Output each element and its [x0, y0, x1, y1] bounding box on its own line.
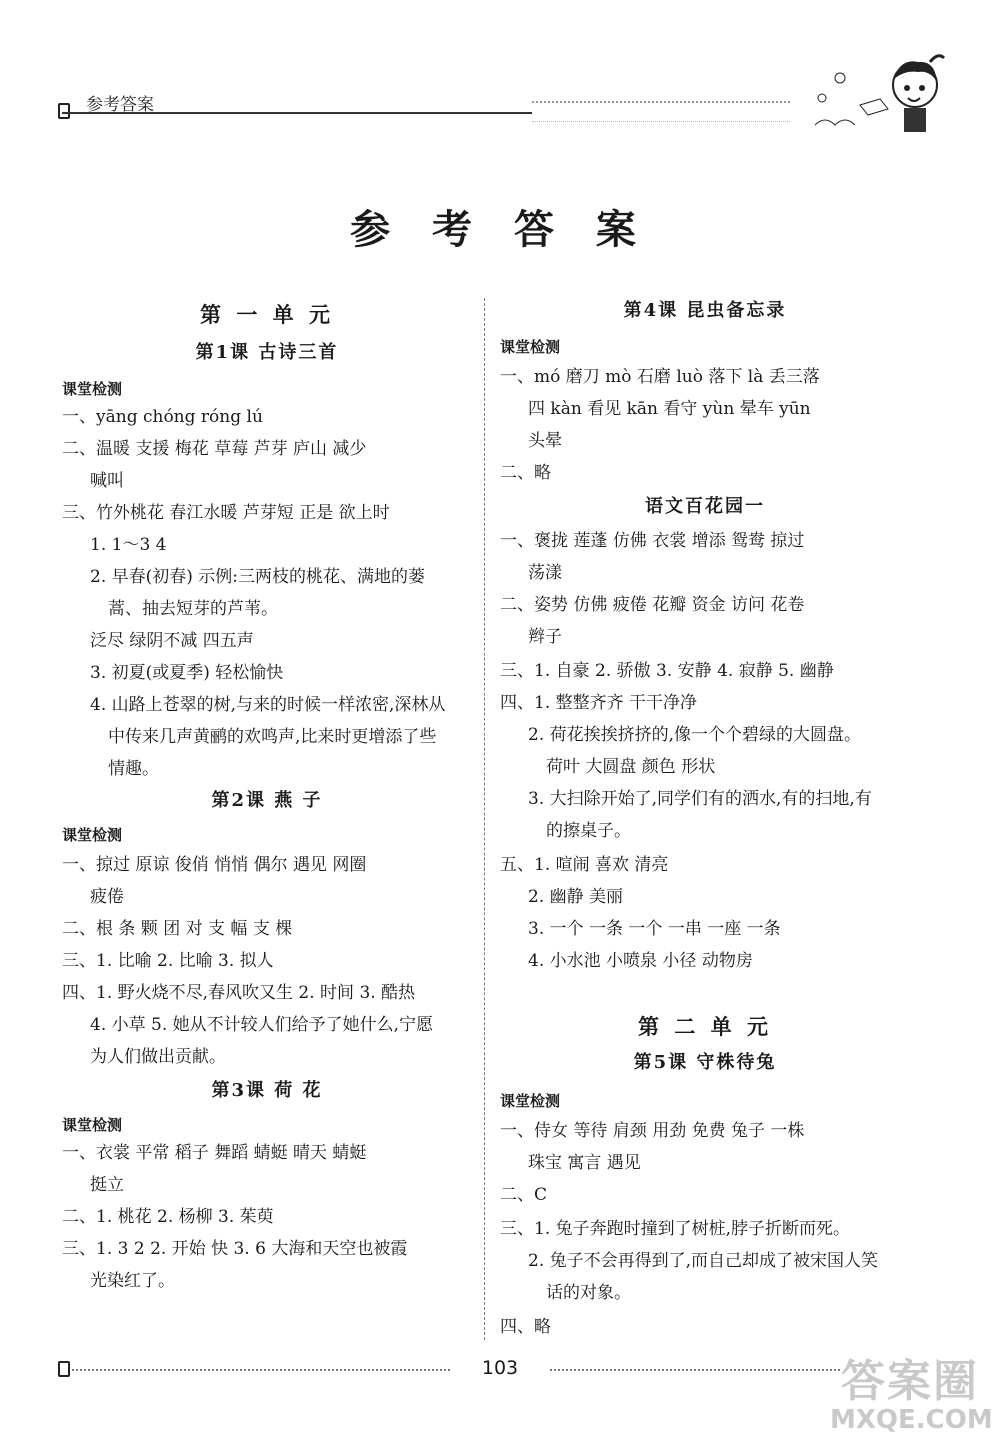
header-marker-icon [58, 103, 70, 119]
answer-line: 挺立 [90, 1175, 124, 1195]
lesson-heading: 语文百花园一 [645, 496, 765, 517]
footer-marker-icon [58, 1361, 70, 1377]
answer-line: 4. 小草 5. 她从不计较人们给予了她什么,宁愿 [90, 1015, 434, 1035]
answer-line: 珠宝 寓言 遇见 [528, 1153, 641, 1173]
watermark-domain: MXQE.COM [830, 1405, 993, 1435]
watermark-logo [830, 1345, 993, 1445]
answer-line: 一、褒拢 莲蓬 仿佛 衣裳 增添 鸳鸯 掠过 [500, 531, 805, 551]
answer-line: 2. 幽静 美丽 [528, 887, 624, 907]
lesson-heading: 第2课 燕 子 [211, 790, 323, 811]
lesson-heading: 第1课 古诗三首 [195, 342, 339, 363]
answer-line: 话的对象。 [546, 1283, 631, 1303]
section-label: 课堂检测 [62, 826, 123, 844]
answer-line: 蒿、抽去短芽的芦苇。 [108, 599, 278, 619]
answer-line: 荡漾 [528, 563, 562, 583]
answer-line: 3. 一个 一条 一个 一串 一座 一条 [528, 919, 781, 939]
answer-line: 2. 荷花挨挨挤挤的,像一个个碧绿的大圆盘。 [528, 725, 862, 745]
column-divider [484, 298, 485, 1340]
page-title: 参 考 答 案 [350, 207, 650, 253]
answer-line: 一、yāng chóng róng lú [62, 407, 263, 427]
answer-line: 二、姿势 仿佛 疲倦 花瓣 资金 访问 花卷 [500, 595, 805, 615]
answer-line: 3. 初夏(或夏季) 轻松愉快 [90, 663, 284, 683]
answer-line: 2. 早春(初春) 示例:三两枝的桃花、满地的蒌 [90, 567, 426, 587]
answer-line: 一、衣裳 平常 稻子 舞蹈 蜻蜓 晴天 蜻蜓 [62, 1143, 367, 1163]
answer-line: 四、1. 整整齐齐 干干净净 [500, 693, 698, 713]
answer-line: 喊叫 [90, 471, 124, 491]
answer-line: 三、1. 自豪 2. 骄傲 3. 安静 4. 寂静 5. 幽静 [500, 661, 834, 681]
answer-line: 4. 山路上苍翠的树,与来的时候一样浓密,深林从 [90, 695, 446, 715]
answer-line: 五、1. 喧闹 喜欢 清亮 [500, 855, 669, 875]
footer-rule-right [550, 1369, 840, 1371]
footer-rule-left [72, 1369, 450, 1371]
answer-line: 二、略 [500, 463, 551, 483]
section-label: 课堂检测 [500, 338, 561, 356]
answer-line: 为人们做出贡献。 [90, 1047, 226, 1067]
answer-line: 二、根 条 颗 团 对 支 幅 支 棵 [62, 919, 293, 939]
lesson-heading: 第5课 守株待兔 [633, 1052, 777, 1073]
header-decoration [532, 101, 790, 122]
answer-line: 二、温暖 支援 梅花 草莓 芦芽 庐山 减少 [62, 439, 367, 459]
answer-line: 中传来几声黄鹂的欢鸣声,比来时更增添了些 [108, 727, 437, 747]
answer-line: 4. 小水池 小喷泉 小径 动物房 [528, 951, 753, 971]
section-label: 课堂检测 [62, 1116, 123, 1134]
answer-line: 三、1. 比喻 2. 比喻 3. 拟人 [62, 951, 274, 971]
answer-line: 荷叶 大圆盘 颜色 形状 [546, 757, 716, 777]
page-number: 103 [481, 1357, 519, 1379]
lesson-heading: 第3课 荷 花 [211, 1080, 323, 1101]
unit-heading: 第 一 单 元 [200, 302, 334, 327]
answer-line: 辫子 [528, 627, 562, 647]
answer-line: 光染红了。 [90, 1271, 175, 1291]
answer-line: 四 kàn 看见 kān 看守 yùn 晕车 yūn [528, 399, 811, 419]
answer-line: 一、掠过 原谅 俊俏 悄悄 偶尔 遇见 网圈 [62, 855, 367, 875]
unit-heading: 第 二 单 元 [638, 1014, 772, 1039]
answer-line: 一、侍女 等待 肩颈 用劲 免费 兔子 一株 [500, 1121, 805, 1141]
answer-line: 二、1. 桃花 2. 杨柳 3. 茱萸 [62, 1207, 274, 1227]
answer-line: 1. 1～3 4 [90, 535, 167, 555]
answer-line: 三、1. 3 2 2. 开始 快 3. 6 大海和天空也被霞 [62, 1239, 408, 1259]
header-rule [62, 112, 532, 114]
answer-line: 3. 大扫除开始了,同学们有的洒水,有的扫地,有 [528, 789, 872, 809]
answer-line: 四、1. 野火烧不尽,春风吹又生 2. 时间 3. 酷热 [62, 983, 416, 1003]
answer-line: 头晕 [528, 431, 562, 451]
answer-line: 泛尽 绿阴不减 四五声 [90, 631, 254, 651]
watermark-text: 答案圈 [841, 1356, 979, 1407]
answer-line: 二、C [500, 1185, 548, 1205]
section-label: 课堂检测 [62, 380, 123, 398]
header-label: 参考答案 [86, 95, 154, 115]
answer-line: 的擦桌子。 [546, 821, 631, 841]
answer-line: 2. 兔子不会再得到了,而自己却成了被宋国人笑 [528, 1251, 879, 1271]
answer-line: 三、竹外桃花 春江水暖 芦芽短 正是 欲上时 [62, 503, 390, 523]
answer-line: 一、mó 磨刀 mò 石磨 luò 落下 là 丢三落 [500, 367, 820, 387]
girl-mascot-icon [800, 50, 950, 140]
answer-line: 三、1. 兔子奔跑时撞到了树桩,脖子折断而死。 [500, 1219, 851, 1239]
answer-line: 四、略 [500, 1317, 551, 1337]
answer-line: 情趣。 [108, 759, 159, 779]
section-label: 课堂检测 [500, 1092, 561, 1110]
lesson-heading: 第4课 昆虫备忘录 [623, 300, 787, 321]
answer-line: 疲倦 [90, 887, 124, 907]
